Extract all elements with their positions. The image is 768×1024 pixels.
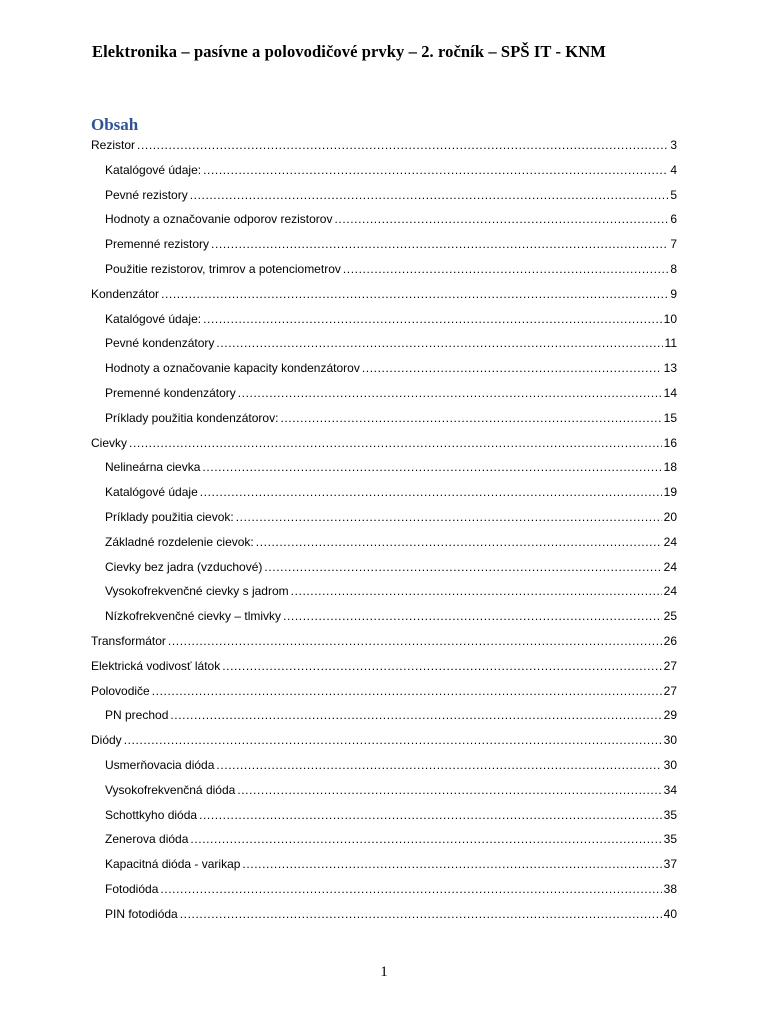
toc-entry-page[interactable]: 25 xyxy=(663,609,677,624)
dot-leader xyxy=(216,336,662,350)
toc-entry-label[interactable]: Vysokofrekvenčná dióda xyxy=(105,782,236,797)
toc-entry-page[interactable]: 35 xyxy=(663,832,677,847)
dot-leader xyxy=(256,535,662,549)
toc-entry-page[interactable]: 30 xyxy=(663,733,677,748)
toc-entry[interactable] xyxy=(91,202,677,227)
toc-entry-page[interactable]: 3 xyxy=(670,138,677,152)
toc-entry-page[interactable]: 27 xyxy=(663,658,677,673)
toc-entry[interactable] xyxy=(91,524,677,549)
toc-entry[interactable] xyxy=(91,251,677,276)
toc-entry-label[interactable]: Vysokofrekvenčné cievky s jadrom xyxy=(105,584,289,599)
dot-leader xyxy=(280,411,661,425)
dot-leader xyxy=(124,733,662,747)
dot-leader xyxy=(137,138,668,152)
dot-leader xyxy=(362,361,662,375)
dot-leader xyxy=(237,783,661,797)
toc-entry-label[interactable]: Nízkofrekvenčné cievky – tlmivky xyxy=(105,609,282,624)
toc-entry-label[interactable]: Kapacitná dióda - varikap xyxy=(105,857,241,872)
toc-entry-label[interactable]: Hodnoty a označovanie odporov rezistorov xyxy=(105,212,333,227)
toc-entry-page[interactable]: 8 xyxy=(670,261,677,276)
dot-leader xyxy=(152,684,662,698)
toc-entry[interactable] xyxy=(91,623,677,648)
toc-entry[interactable] xyxy=(91,871,677,896)
toc-entry-label[interactable]: PN prechod xyxy=(105,708,169,723)
toc-entry-page[interactable]: 16 xyxy=(663,435,677,450)
toc-entry-label[interactable]: Polovodiče xyxy=(91,683,150,698)
toc-heading: Obsah xyxy=(91,115,139,134)
toc-entry-page[interactable]: 29 xyxy=(663,708,677,723)
toc-entry-label[interactable]: Hodnoty a označovanie kapacity kondenzátorov xyxy=(105,361,360,376)
dot-leader xyxy=(202,460,661,474)
toc-entry[interactable] xyxy=(91,375,677,400)
toc-entry[interactable] xyxy=(91,226,677,251)
toc-entry-label[interactable]: Príklady použitia cievok: xyxy=(105,509,234,524)
toc-entry-label[interactable]: Fotodióda xyxy=(105,881,159,896)
dot-leader xyxy=(190,832,661,846)
toc-entry-label[interactable]: Katalógové údaje: xyxy=(105,162,202,177)
dot-leader xyxy=(190,188,669,202)
toc-entry[interactable] xyxy=(91,822,677,847)
dot-leader xyxy=(242,857,661,871)
toc-entry[interactable] xyxy=(91,896,677,921)
toc-entry-label[interactable]: Katalógové údaje xyxy=(105,485,198,500)
toc-entry-page[interactable]: 7 xyxy=(670,237,677,252)
toc-entry[interactable] xyxy=(91,499,677,524)
toc-entry[interactable] xyxy=(91,474,677,499)
toc-entry-page[interactable]: 4 xyxy=(670,162,677,177)
toc-entry-label[interactable]: Katalógové údaje: xyxy=(105,311,202,326)
toc-entry-label[interactable]: PIN fotodióda xyxy=(105,906,178,921)
toc-entry[interactable] xyxy=(91,698,677,723)
page-number: 1 xyxy=(380,964,388,980)
toc-entry-page[interactable]: 35 xyxy=(663,807,677,822)
toc-entry-label[interactable]: Kondenzátor xyxy=(91,286,160,301)
toc-entry[interactable] xyxy=(91,326,677,351)
dot-leader xyxy=(168,634,662,648)
toc-entry-page[interactable]: 40 xyxy=(663,906,677,921)
dot-leader xyxy=(170,708,661,722)
toc-entry[interactable] xyxy=(91,549,677,574)
toc-entry[interactable] xyxy=(91,152,677,177)
toc-entry-page[interactable]: 24 xyxy=(663,584,677,599)
toc-entry[interactable] xyxy=(91,301,677,326)
toc-entry-page[interactable]: 18 xyxy=(663,460,677,475)
dot-leader xyxy=(203,312,662,326)
dot-leader xyxy=(343,262,668,276)
toc-entry-page[interactable]: 27 xyxy=(663,683,677,698)
toc-entry[interactable] xyxy=(91,400,677,425)
toc-entry-label[interactable]: Transformátor xyxy=(91,633,166,648)
toc-entry-page[interactable]: 34 xyxy=(663,782,677,797)
toc-entry-page[interactable]: 15 xyxy=(663,410,677,425)
toc-entry-page[interactable]: 10 xyxy=(663,311,677,326)
toc-entry-label[interactable]: Použitie rezistorov, trimrov a potenciometrov xyxy=(105,261,341,276)
toc-entry-label[interactable]: Pevné rezistory xyxy=(105,187,188,202)
toc-entry-label[interactable]: Zenerova dióda xyxy=(105,832,189,847)
toc-entry[interactable] xyxy=(91,846,677,871)
toc-entry-label[interactable]: Cievky xyxy=(91,435,128,450)
toc-entry-page[interactable]: 24 xyxy=(663,559,677,574)
dot-leader xyxy=(129,436,662,450)
toc-entry-label[interactable]: Elektrická vodivosť látok xyxy=(91,658,221,673)
toc-entry-page[interactable]: 20 xyxy=(663,509,677,524)
toc-entry[interactable] xyxy=(91,350,677,375)
dot-leader xyxy=(200,485,662,499)
document-header: Elektronika – pasívne a polovodičové prvky – 2. ročník – SPŠ IT - KNM xyxy=(92,42,606,61)
toc-entry-label[interactable]: Usmerňovacia dióda xyxy=(105,757,215,772)
toc-entry[interactable] xyxy=(91,276,677,301)
dot-leader xyxy=(203,163,668,177)
toc-entry[interactable] xyxy=(91,747,677,772)
toc-entry[interactable] xyxy=(91,574,677,599)
toc-entry-page[interactable]: 9 xyxy=(670,286,677,301)
toc-entry[interactable] xyxy=(91,797,677,822)
toc-entry-label[interactable]: Nelineárna cievka xyxy=(105,460,201,475)
dot-leader xyxy=(291,584,662,598)
toc-entry-page[interactable]: 19 xyxy=(663,485,677,500)
toc-entry-page[interactable]: 6 xyxy=(670,212,677,227)
toc-entry-label[interactable]: Premenné kondenzátory xyxy=(105,385,236,400)
toc-entry[interactable] xyxy=(91,132,677,152)
dot-leader xyxy=(334,212,668,226)
toc-entry-page[interactable]: 38 xyxy=(663,881,677,896)
dot-leader xyxy=(283,609,662,623)
toc-entry-page[interactable]: 11 xyxy=(664,336,677,351)
toc-entry-label[interactable]: Rezistor xyxy=(91,138,136,152)
dot-leader xyxy=(161,287,668,301)
dot-leader xyxy=(222,659,661,673)
dot-leader xyxy=(180,907,662,921)
dot-leader xyxy=(216,758,661,772)
toc-entry[interactable] xyxy=(91,772,677,797)
toc-entry-label[interactable]: Pevné kondenzátory xyxy=(105,336,215,351)
toc-entry[interactable] xyxy=(91,722,677,747)
dot-leader xyxy=(236,510,662,524)
dot-leader xyxy=(160,882,661,896)
toc-entry-label[interactable]: Premenné rezistory xyxy=(105,237,210,252)
toc-entry-page[interactable]: 5 xyxy=(670,187,677,202)
toc-entry[interactable] xyxy=(91,425,677,450)
toc-entry[interactable] xyxy=(91,450,677,475)
toc-entry-label[interactable]: Schottkyho dióda xyxy=(105,807,198,822)
table-of-contents xyxy=(91,132,677,921)
dot-leader xyxy=(238,386,662,400)
toc-entry-page[interactable]: 24 xyxy=(663,534,677,549)
dot-leader xyxy=(211,237,668,251)
toc-entry-page[interactable]: 30 xyxy=(663,757,677,772)
toc-entry-label[interactable]: Diódy xyxy=(91,733,122,748)
toc-entry-label[interactable]: Základné rozdelenie cievok: xyxy=(105,534,254,549)
toc-entry[interactable] xyxy=(91,673,677,698)
toc-entry-label[interactable]: Príklady použitia kondenzátorov: xyxy=(105,410,279,425)
toc-entry-label[interactable]: Cievky bez jadra (vzduchové) xyxy=(105,559,263,574)
dot-leader xyxy=(199,808,662,822)
toc-entry-page[interactable]: 13 xyxy=(663,361,677,376)
dot-leader xyxy=(264,560,661,574)
toc-entry-page[interactable]: 14 xyxy=(663,385,677,400)
toc-entry-page[interactable]: 26 xyxy=(663,633,677,648)
toc-entry[interactable] xyxy=(91,648,677,673)
toc-entry[interactable] xyxy=(91,177,677,202)
toc-entry[interactable] xyxy=(91,598,677,623)
toc-entry-page[interactable]: 37 xyxy=(663,857,677,872)
